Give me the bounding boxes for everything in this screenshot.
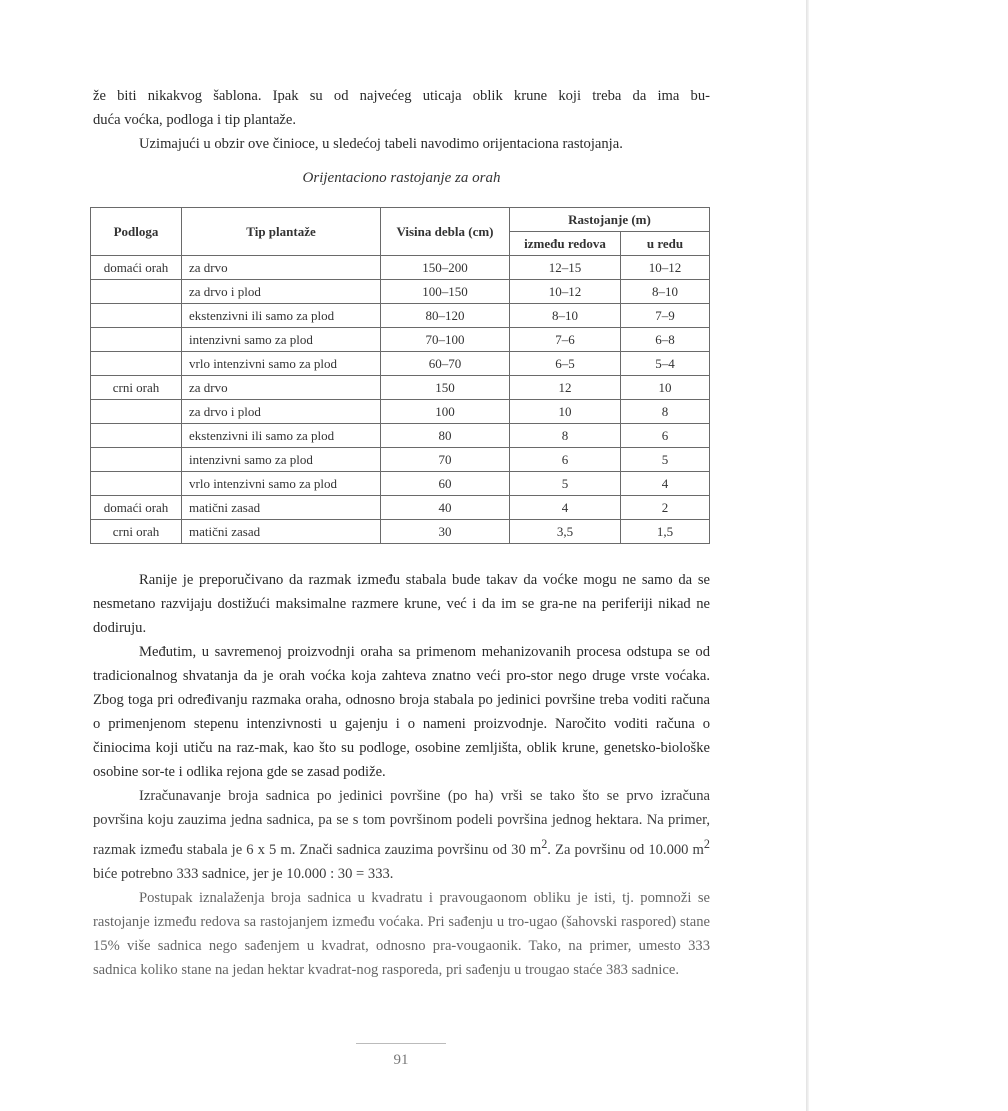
table-caption: Orijentaciono rastojanje za orah — [302, 170, 501, 186]
cell-podloga: domaći orah — [91, 496, 182, 520]
cell-podloga — [91, 448, 182, 472]
header-podloga: Podloga — [91, 208, 182, 256]
header-u-redu: u redu — [621, 232, 710, 256]
cell-izmedju: 12 — [510, 376, 621, 400]
cell-visina: 70 — [381, 448, 510, 472]
table-row — [91, 400, 710, 424]
intro-line-2: duća voćka, podloga i tip plantaže. — [93, 112, 297, 128]
cell-visina: 60–70 — [381, 352, 510, 376]
table-row — [91, 424, 710, 448]
cell-visina: 100 — [381, 400, 510, 424]
paragraph-ranije: Ranije je preporučivano da razmak između stabala bude takav da voćke mogu ne samo da se nesmetano razvijaju dostižući maksimalne razmere krune, već i da im se gra-ne na periferiji nikad ne dodiruju. — [93, 572, 710, 636]
cell-izmedju: 10–12 — [510, 280, 621, 304]
cell-tip: za drvo — [182, 376, 381, 400]
cell-izmedju: 8 — [510, 424, 621, 448]
cell-izmedju: 12–15 — [510, 256, 621, 280]
header-tip: Tip plantaže — [182, 208, 381, 256]
cell-tip: matični zasad — [182, 496, 381, 520]
cell-u-redu: 10–12 — [621, 256, 710, 280]
page-number: 91 — [393, 1052, 409, 1068]
cell-tip: za drvo i plod — [182, 400, 381, 424]
spacing-table — [90, 207, 710, 544]
intro-paragraph-2: Uzimajući u obzir ove činioce, u sledećoj tabeli navodimo orijentaciona rastojanja. — [139, 136, 623, 152]
cell-tip: vrlo intenzivni samo za plod — [182, 352, 381, 376]
cell-podloga — [91, 424, 182, 448]
izracun-text-a: Izračunavanje broja sadnica po jedinici površine (po ha) vrši se tako što se prvo izračuna površina koju zauzima jedna sadnica, pa se s tom površinom podeli površina jednog hektara. Na primer, razmak između stabala je 6 x 5 m. Znači sadnica zauzima površinu od 30 m — [93, 788, 710, 858]
cell-visina: 30 — [381, 520, 510, 544]
cell-visina: 150 — [381, 376, 510, 400]
cell-u-redu: 1,5 — [621, 520, 710, 544]
cell-izmedju: 3,5 — [510, 520, 621, 544]
cell-visina: 150–200 — [381, 256, 510, 280]
cell-izmedju: 5 — [510, 472, 621, 496]
cell-tip: za drvo i plod — [182, 280, 381, 304]
cell-podloga — [91, 472, 182, 496]
cell-u-redu: 6–8 — [621, 328, 710, 352]
paragraph-medjutim: Međutim, u savremenoj proizvodnji oraha sa primenom mehanizovanih procesa odstupa se od tradicionalnog shvatanja da je orah voćka koja zahteva znatno veći pro-stor nego druge vrste voćaka. Zbog toga pri određivanju razmaka oraha, odnosno broja stabala po jedinici površine treba voditi računa o primenjenom stepenu intenzivnosti u gajenju i o nameni proizvodnje. Naročito voditi računa o činiocima koji utiču na raz-mak, kao što su podloge, osobine zemljišta, oblik krune, genetsko-biološke osobine sor-te i odlika rejona gde se zasad podiže. — [93, 644, 710, 780]
cell-podloga: domaći orah — [91, 256, 182, 280]
header-rastojanje: Rastojanje (m) — [510, 208, 710, 232]
cell-izmedju: 6–5 — [510, 352, 621, 376]
cell-u-redu: 8–10 — [621, 280, 710, 304]
cell-visina: 80 — [381, 424, 510, 448]
table-row — [91, 448, 710, 472]
cell-tip: ekstenzivni ili samo za plod — [182, 424, 381, 448]
table-body — [91, 256, 710, 544]
table-row — [91, 352, 710, 376]
cell-izmedju: 4 — [510, 496, 621, 520]
cell-podloga — [91, 352, 182, 376]
table-row — [91, 280, 710, 304]
cell-tip: intenzivni samo za plod — [182, 448, 381, 472]
page-number-rule — [356, 1043, 446, 1044]
cell-u-redu: 2 — [621, 496, 710, 520]
table-row — [91, 496, 710, 520]
cell-podloga — [91, 304, 182, 328]
cell-podloga — [91, 400, 182, 424]
intro-line-1: že biti nikakvog šablona. Ipak su od najvećeg uticaja oblik krune koji treba da ima bu- — [93, 88, 710, 104]
header-izmedju: između redova — [510, 232, 621, 256]
cell-tip: intenzivni samo za plod — [182, 328, 381, 352]
cell-podloga — [91, 328, 182, 352]
body-text — [93, 568, 710, 982]
izracun-text-b: . Za površinu od 10.000 m — [547, 841, 704, 858]
cell-tip: matični zasad — [182, 520, 381, 544]
table-row — [91, 376, 710, 400]
table-row — [91, 256, 710, 280]
superscript-2: 2 — [703, 837, 710, 851]
cell-tip: vrlo intenzivni samo za plod — [182, 472, 381, 496]
table-row — [91, 472, 710, 496]
cell-tip: ekstenzivni ili samo za plod — [182, 304, 381, 328]
cell-u-redu: 10 — [621, 376, 710, 400]
cell-tip: za drvo — [182, 256, 381, 280]
cell-u-redu: 5 — [621, 448, 710, 472]
cell-podloga: crni orah — [91, 376, 182, 400]
cell-izmedju: 8–10 — [510, 304, 621, 328]
paragraph-postupak: Postupak iznalaženja broja sadnica u kvadratu i pravougaonom obliku je isti, tj. pomnoži se rastojanje između redova sa rastojanjem između voćaka. Pri sađenju u tro-ugao (šahovski raspored) stane 15% više sadnica nego sađenjem u kvadrat, odnosno pra-vougaonik. Tako, na primer, umesto 333 sadnica koliko stane na jedan hektar kvadrat-nog rasporeda, pri sađenju u trougao staće 383 sadnice. — [93, 889, 710, 978]
cell-izmedju: 7–6 — [510, 328, 621, 352]
cell-visina: 70–100 — [381, 328, 510, 352]
header-visina: Visina debla (cm) — [381, 208, 510, 256]
cell-podloga — [91, 280, 182, 304]
cell-izmedju: 10 — [510, 400, 621, 424]
izracun-text-c: biće potrebno 333 sadnice, jer je 10.000 : 30 = 333. — [93, 865, 394, 882]
cell-visina: 40 — [381, 496, 510, 520]
superscript-1: 2 — [541, 837, 548, 851]
cell-visina: 80–120 — [381, 304, 510, 328]
cell-u-redu: 8 — [621, 400, 710, 424]
cell-u-redu: 7–9 — [621, 304, 710, 328]
cell-izmedju: 6 — [510, 448, 621, 472]
cell-visina: 60 — [381, 472, 510, 496]
page-edge-shadow — [806, 0, 809, 1111]
cell-u-redu: 5–4 — [621, 352, 710, 376]
cell-podloga: crni orah — [91, 520, 182, 544]
paragraph-izracunavanje — [93, 784, 710, 886]
table-row — [91, 304, 710, 328]
table-row — [91, 520, 710, 544]
table-row — [91, 328, 710, 352]
cell-u-redu: 6 — [621, 424, 710, 448]
intro-text — [93, 84, 710, 156]
cell-u-redu: 4 — [621, 472, 710, 496]
cell-visina: 100–150 — [381, 280, 510, 304]
